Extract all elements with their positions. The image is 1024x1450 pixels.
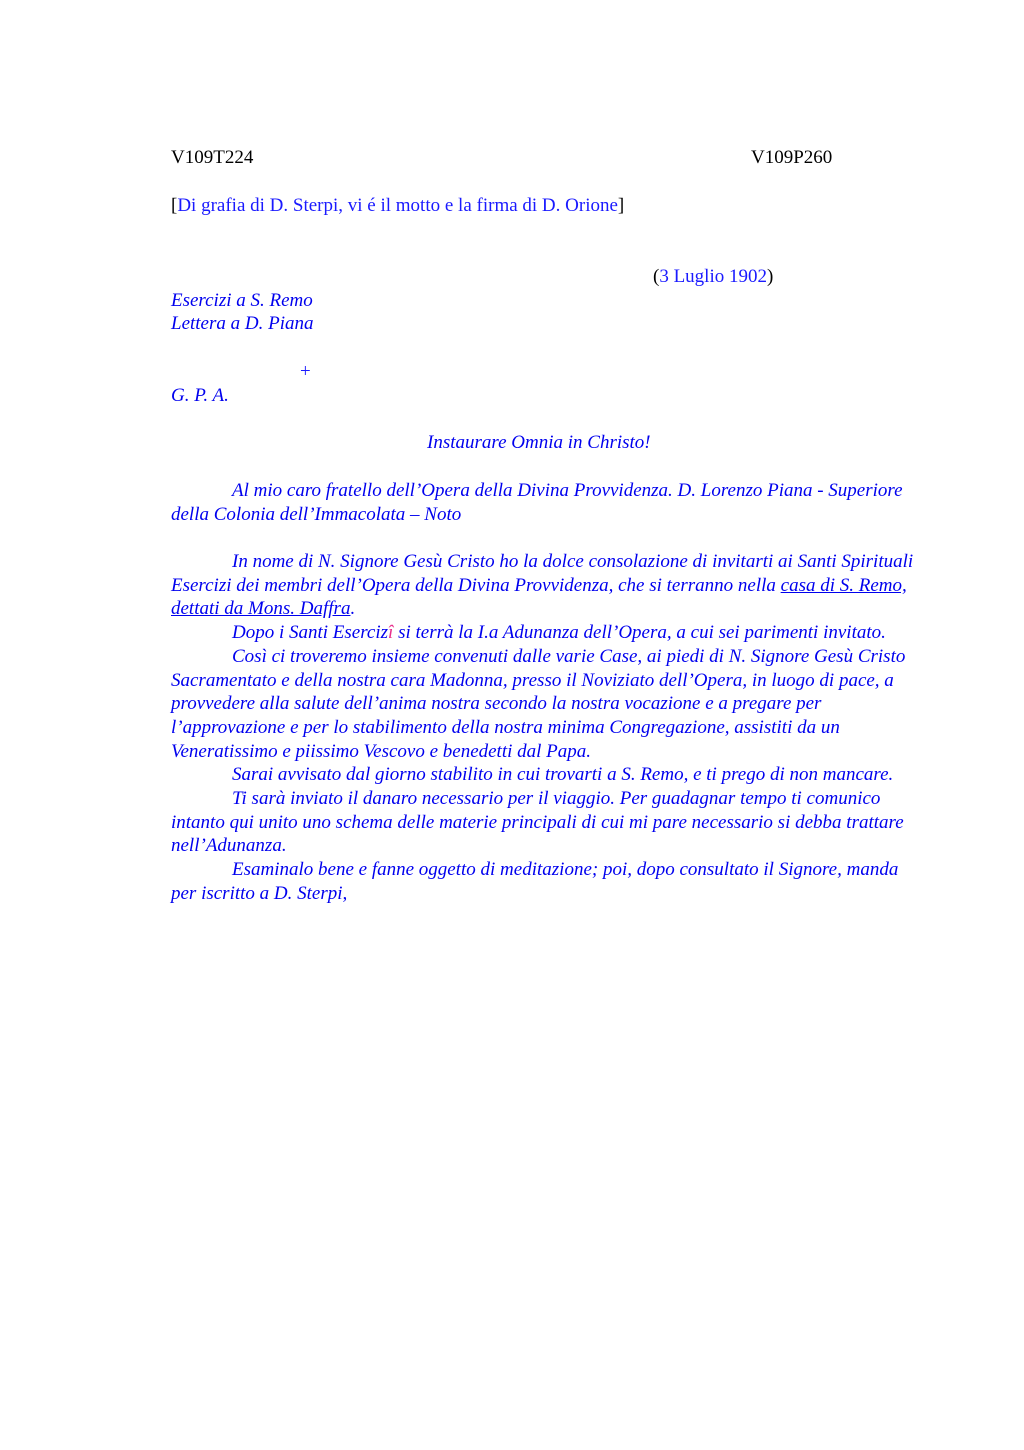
letter-body [171,550,919,906]
paragraph-2-end: si terrà la I.a Adunanza dell’Opera, a cui sei parimenti invitato. [393,622,886,644]
paragraph-1-start: In nome di N. Signore Gesù Cristo ho la dolce consolazione di invitarti ai Santi Spirituali Esercizi dei membri dell’Opera della Divina Provvidenza, che si terranno nella [171,551,914,596]
reference-code-right: V109P260 [751,147,833,168]
paragraph-1-underlined: casa di S. Remo, dettati da Mons. Daffra [171,574,907,620]
address-block [171,479,919,526]
paragraph-2-start: Dopo i Santi Eserciz [232,622,389,644]
paragraph-1-end: . [350,598,356,620]
letter-date-text: 3 Luglio 1902 [659,266,767,287]
reference-code-left: V109T224 [171,147,254,168]
bracket-open: [ [171,195,178,216]
bracket-close: ] [617,195,625,216]
cross-symbol: + [300,361,311,382]
motto: Instaurare Omnia in Christo! [427,432,651,453]
paragraph-4: Sarai avvisato dal giorno stabilito in cui trovarti a S. Remo, e ti prego di non mancare. [232,764,894,786]
paragraph-6: Esaminalo bene e fanne oggetto di meditazione; poi, dopo consultato il Signore, manda per iscritto a D. Sterpi, [171,859,899,904]
letter-date [653,265,773,289]
editorial-note [171,194,624,218]
topic-line-2: Lettera a D. Piana [171,313,314,334]
address-paragraph: Al mio caro fratello dell’Opera della Divina Provvidenza. D. Lorenzo Piana - Superiore della Colonia dell’Immacolata – Noto [171,480,903,525]
paren-close: ) [767,266,774,287]
paragraph-5: Ti sarà inviato il danaro necessario per il viaggio. Per guadagnar tempo ti comunico intanto qui unito uno schema delle materie principali di cui mi pare necessario si debba trattare nell’Adunanza. [171,788,904,857]
paragraph-3: Così ci troveremo insieme convenuti dalle varie Case, ai piedi di N. Signore Gesù Cristo Sacramentato e della nostra cara Madonna, presso il Noviziato dell’Opera, in luogo di pace, a provvedere alla salute dell’anima nostra secondo la nostra vocazione e a pregare per l’approvazione e per lo stabilimento della nostra minima Congregazione, assistiti da un Veneratissimo e piissimo Vescovo e benedetti dal Papa. [171,645,906,762]
gpa-initials: G. P. A. [171,385,229,406]
topic-line-1: Esercizi a S. Remo [171,290,313,311]
paren-open: ( [653,266,660,287]
paragraph-2 [171,621,919,645]
editorial-note-text: Di grafia di D. Sterpi, vi é il motto e la firma di D. Orione [177,195,618,216]
correction-mark: î [388,622,394,644]
paragraph-1 [171,550,919,621]
